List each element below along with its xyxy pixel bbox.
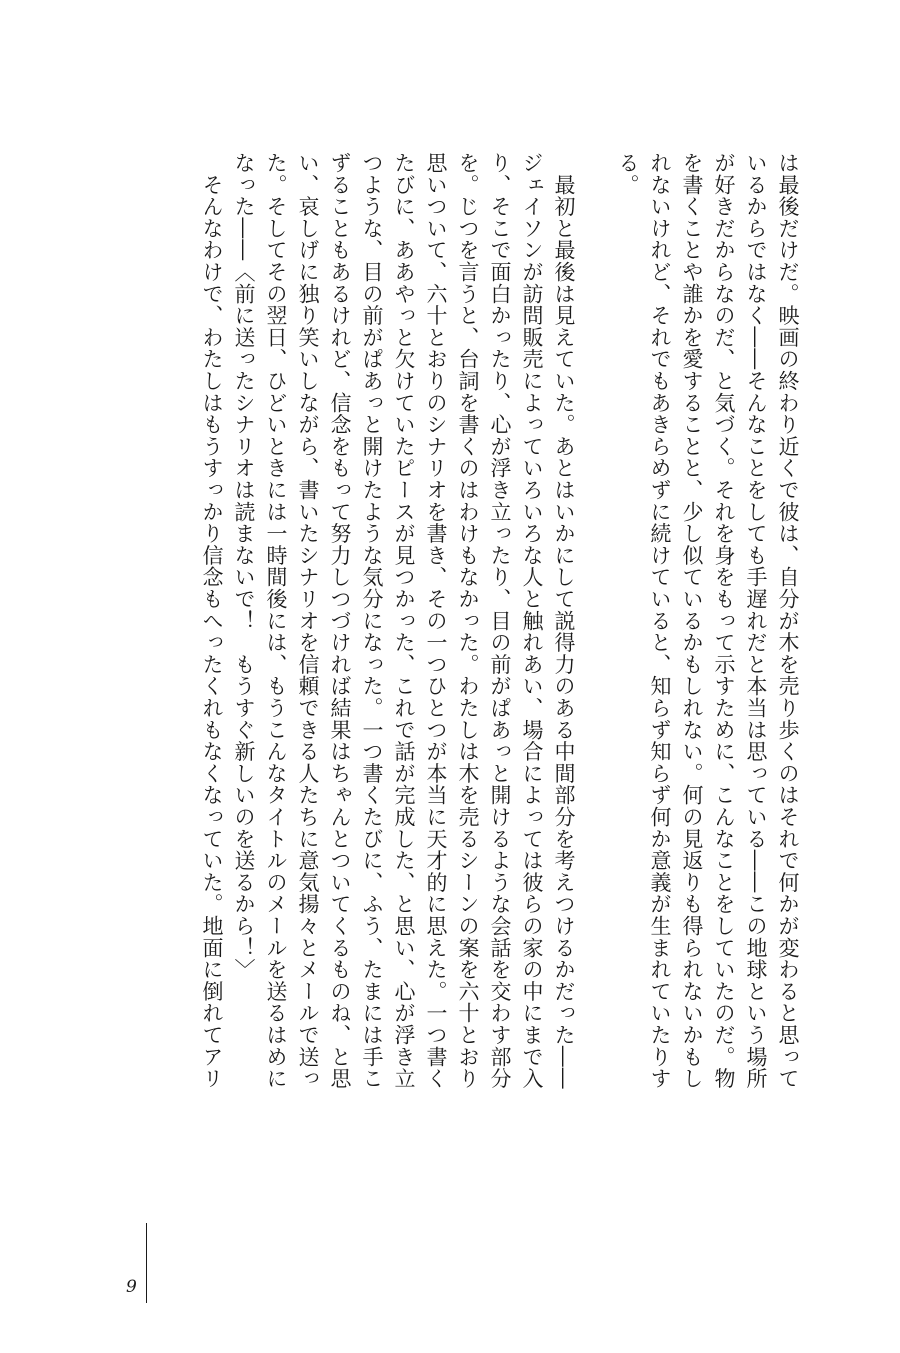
text-line: 最初と最後は見えていた。あとはいかにして説得力のある中間部分を考えつけるかだった―― [552, 152, 576, 1090]
text-line: ずることもあるけれど、信念をもって努力しつづければ結果はちゃんとついてくるものね、と思 [328, 152, 352, 1090]
text-line: を書くことや誰かを愛することと、少し似ているかもしれない。何の見返りも得られないかもし [680, 152, 704, 1090]
text-line: いるからではなく――そんなことをしても手遅れだと本当は思っている――この地球という場所 [744, 152, 768, 1090]
text-line: そんなわけで、わたしはもうすっかり信念もへったくれもなくなっていた。地面に倒れてアリ [200, 152, 224, 1090]
text-line: り、そこで面白かったり、心が浮き立ったり、目の前がぱあっと開けるような会話を交わす部分 [488, 152, 512, 1090]
text-line: ジェイソンが訪問販売によっていろいろな人と触れあい、場合によっては彼らの家の中にまで入 [520, 152, 544, 1090]
text-line: つような、目の前がぱあっと開けたような気分になった。一つ書くたびに、ふう、たまには手こ [360, 152, 384, 1090]
text-line: たびに、ああやっと欠けていたピースが見つかった、これで話が完成した、と思い、心が浮き立 [392, 152, 416, 1090]
text-line: い、哀しげに独り笑いしながら、書いたシナリオを信頼できる人たちに意気揚々とメールで送っ [296, 152, 320, 1090]
text-line: る。 [616, 152, 640, 196]
text-line: なった――〈前に送ったシナリオは読まないで！ もうすぐ新しいのを送るから！〉 [232, 152, 256, 981]
text-line: を。じつを言うと、台詞を書くのはわけもなかった。わたしは木を売るシーンの案を六十とおり [456, 152, 480, 1090]
folio-rule [146, 1223, 147, 1303]
text-line: た。そしてその翌日、ひどいときには一時間後には、もうこんなタイトルのメールを送るはめに [264, 152, 288, 1090]
page-number: 9 [126, 1277, 137, 1297]
text-line: は最後だけだ。映画の終わり近くで彼は、自分が木を売り歩くのはそれで何かが変わると思って [776, 152, 800, 1090]
text-line: 思いついて、六十とおりのシナリオを書き、その一つひとつが本当に天才的に思えた。一つ書く [424, 152, 448, 1090]
text-line: が好きだからなのだ、と気づく。それを身をもって示すために、こんなことをしていたのだ。物 [712, 152, 736, 1090]
text-line: れないけれど、それでもあきらめずに続けていると、知らず知らず何か意義が生まれていたりす [648, 152, 672, 1090]
